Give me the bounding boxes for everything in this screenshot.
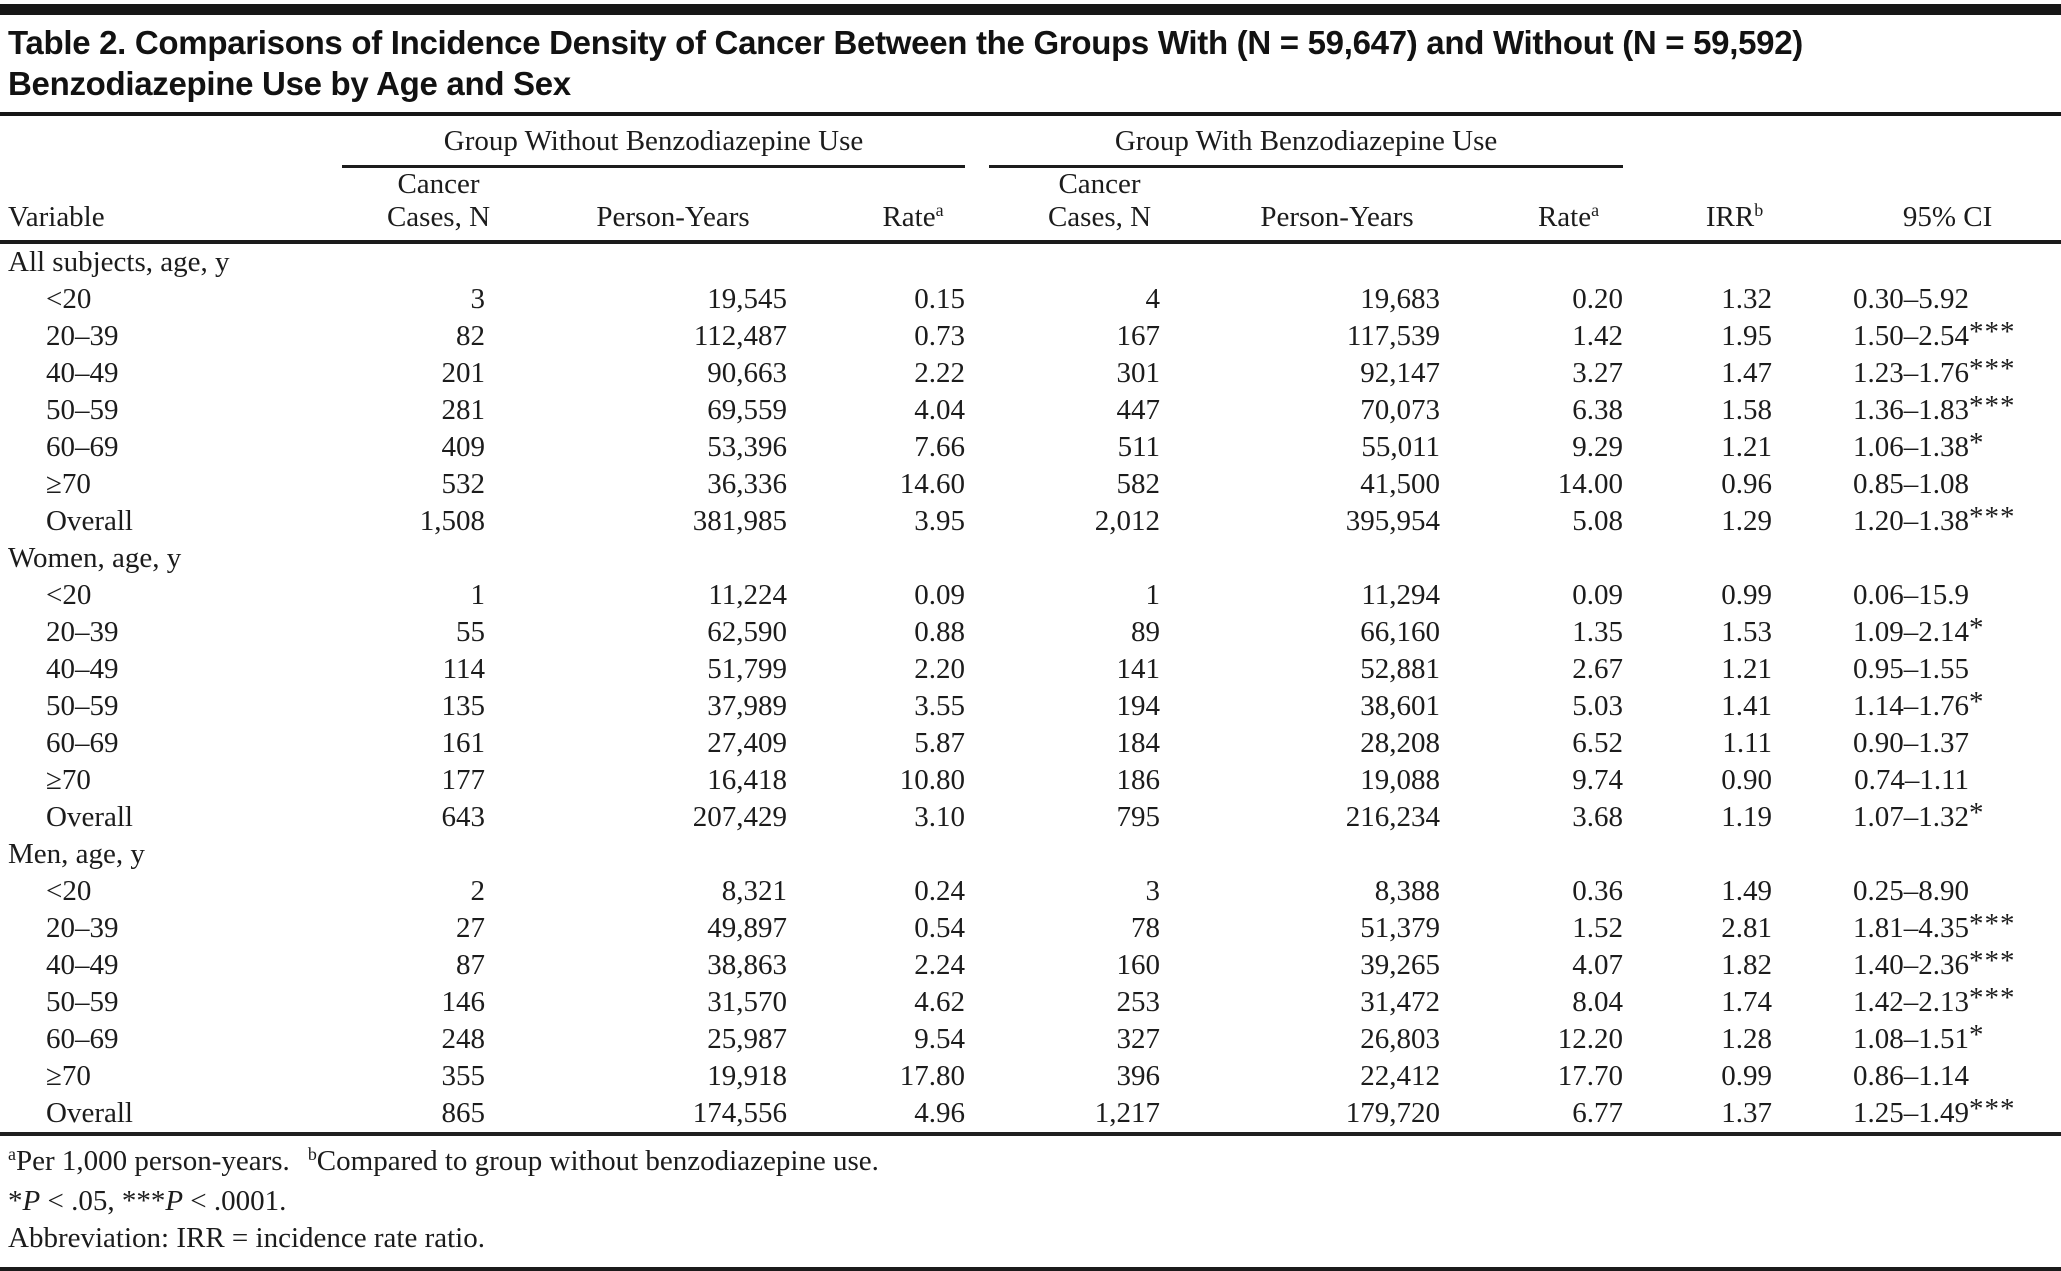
ci-value: 0.25–8.90 [1853,875,1970,907]
cases-with-cell: 78 [1131,912,1161,944]
person-years-without-cell: 90,663 [707,357,787,389]
table-row [0,429,2061,466]
person-years-with-cell: 117,539 [1346,320,1441,352]
bottom-rule [0,1267,2061,1271]
cases-without-cell: 2 [470,875,485,907]
ci-cell: 1.08–1.51* [1853,1018,1985,1055]
person-years-without-cell: 25,987 [707,1023,787,1055]
group-with-label: Group With Benzodiazepine Use [989,121,1623,168]
ci-value: 0.85–1.08 [1853,468,1970,500]
rate-without-cell: 9.54 [914,1023,966,1055]
footnote-significance [8,1183,2053,1220]
cases-without-cell: 177 [441,764,485,796]
irr-cell: 1.28 [1721,1023,1773,1055]
table-row [0,873,2061,910]
variable-cell: <20 [46,875,92,907]
person-years-with-cell: 22,412 [1360,1060,1441,1092]
table-row [0,1095,2061,1132]
rate-without-cell: 3.55 [914,690,966,722]
person-years-with-cell: 28,208 [1360,727,1441,759]
footnote-rate-definitions [8,1143,2053,1183]
ci-value: 0.90–1.37 [1853,727,1970,759]
rate-without-cell: 2.24 [914,949,966,981]
cases-with-cell: 582 [1116,468,1161,500]
variable-cell: 20–39 [46,320,119,352]
group-spanner-row [0,116,2061,168]
rate-with-cell: 3.27 [1572,357,1624,389]
variable-cell: ≥70 [46,764,91,796]
rate-without-cell: 4.96 [914,1097,966,1129]
ci-cell: 1.20–1.38*** [1853,500,2016,537]
person-years-without-cell: 69,559 [707,394,787,426]
variable-cell: <20 [46,283,92,315]
section-label: Men, age, y [8,838,145,870]
p-italic: P [22,1185,41,1217]
ci-value: 0.30–5.92 [1853,283,1970,315]
triple-star: *** [121,1185,166,1217]
person-years-with-cell: 38,601 [1360,690,1441,722]
rate-without-cell: 2.22 [914,357,966,389]
person-years-without-cell: 62,590 [707,616,787,648]
table-row [0,1058,2061,1095]
cases-with-cell: 301 [1116,357,1161,389]
rate-with-cell: 8.04 [1572,986,1624,1018]
rate-without-cell: 3.95 [914,505,966,537]
col-cases-without: Cancer Cases, N [386,168,491,233]
ci-cell [1784,466,2061,503]
variable-cell: ≥70 [46,468,91,500]
cases-without-cell: 82 [456,320,485,352]
ci-value: 0.95–1.55 [1853,653,1970,685]
rate-with-cell: 14.00 [1557,468,1624,500]
ci-value: 1.07–1.32 [1853,801,1970,833]
rate-with-cell: 5.08 [1572,505,1624,537]
rate-with-cell: 17.70 [1557,1060,1624,1092]
rate-label: Rate [1537,201,1592,233]
ci-value: 1.25–1.49 [1853,1097,1970,1129]
irr-cell: 1.82 [1721,949,1773,981]
incidence-table [0,116,2061,1132]
ci-value: 1.06–1.38 [1853,431,1970,463]
variable-cell: 40–49 [46,949,119,981]
rate-with-cell: 0.09 [1572,579,1624,611]
variable-cell: 50–59 [46,394,119,426]
irr-cell: 0.99 [1721,1060,1773,1092]
person-years-without-cell: 38,863 [707,949,787,981]
irr-cell: 1.47 [1721,357,1773,389]
ci-cell: 1.23–1.76*** [1853,352,2016,389]
irr-cell: 1.95 [1721,320,1773,352]
table-row [0,281,2061,318]
sig-threshold-1: < .05, [40,1185,122,1217]
cases-with-cell: 511 [1117,431,1161,463]
variable-cell: 50–59 [46,986,119,1018]
irr-cell: 1.74 [1721,986,1773,1018]
person-years-with-cell: 55,011 [1361,431,1441,463]
cases-without-cell: 1 [470,579,485,611]
variable-cell: 60–69 [46,727,119,759]
spanner-spacer-right [1635,116,2061,168]
person-years-with-cell: 31,472 [1360,986,1441,1018]
rate-without-cell: 0.88 [914,616,966,648]
cases-with-cell: 1,217 [1094,1097,1161,1129]
variable-cell: Overall [46,505,133,537]
col-cases-with: Cancer Cases, N [1047,168,1152,233]
cases-without-cell: 135 [441,690,485,722]
rate-without-cell: 5.87 [914,727,966,759]
rate-without-cell: 7.66 [914,431,966,463]
table-title [0,15,2061,112]
irr-cell: 1.49 [1721,875,1773,907]
rate-with-cell: 4.07 [1572,949,1624,981]
person-years-with-cell: 19,088 [1360,764,1441,796]
person-years-without-cell: 27,409 [707,727,787,759]
group-with-header [977,116,1635,168]
ci-cell: 1.07–1.32* [1853,796,1985,833]
variable-cell: 20–39 [46,912,119,944]
rate-without-cell: 4.04 [914,394,966,426]
person-years-with-cell: 26,803 [1360,1023,1441,1055]
cases-without-cell: 1,508 [419,505,485,537]
ci-cell: 1.42–2.13*** [1853,981,2016,1018]
table-row [0,466,2061,503]
rate-with-cell: 1.42 [1572,320,1624,352]
ci-value: 0.86–1.14 [1853,1060,1970,1092]
cases-without-cell: 27 [456,912,485,944]
irr-cell: 1.32 [1721,283,1773,315]
rate-with-cell: 6.38 [1572,394,1624,426]
ci-cell: 1.06–1.38* [1853,426,1985,463]
rate-with-cell: 0.36 [1572,875,1624,907]
ci-cell [1784,281,2061,318]
cases-without-cell: 248 [441,1023,485,1055]
section-header-row [0,836,2061,873]
ci-cell [1784,651,2061,688]
ci-cell [1784,873,2061,910]
person-years-with-cell: 39,265 [1360,949,1441,981]
rate-without-cell: 0.54 [914,912,966,944]
ci-cell: 1.09–2.14* [1853,611,1985,648]
table-row [0,725,2061,762]
cases-with-cell: 167 [1116,320,1161,352]
cases-without-cell: 146 [441,986,485,1018]
column-header-row [0,168,2061,242]
cases-with-cell: 160 [1116,949,1161,981]
table-title-line1: Table 2. Comparisons of Incidence Density of Cancer Between the Groups With (N = 59,647) and Without (N = 59,592) [8,24,1803,61]
ci-cell [1784,725,2061,762]
person-years-with-cell: 70,073 [1360,394,1441,426]
person-years-with-cell: 19,683 [1360,283,1441,315]
table-row [0,318,2061,355]
table-title-line2: Benzodiazepine Use by Age and Sex [8,65,571,102]
rate-with-cell: 1.52 [1572,912,1624,944]
rate-without-cell: 3.10 [914,801,966,833]
irr-cell: 2.81 [1721,912,1773,944]
person-years-without-cell: 207,429 [692,801,787,833]
rate-without-cell: 0.09 [914,579,966,611]
footnotes [0,1136,2061,1257]
person-years-with-cell: 8,388 [1374,875,1441,907]
sig-threshold-2: < .0001. [183,1185,287,1217]
table-row [0,503,2061,540]
cases-without-cell: 201 [441,357,485,389]
cases-with-cell: 4 [1145,283,1161,315]
variable-cell: 40–49 [46,653,119,685]
person-years-with-cell: 179,720 [1345,1097,1441,1129]
variable-cell: 40–49 [46,357,119,389]
person-years-without-cell: 8,321 [721,875,787,907]
person-years-without-cell: 49,897 [707,912,787,944]
cases-with-cell: 396 [1116,1060,1161,1092]
rate-footnote-marker: a [935,200,944,221]
col-person-years-with: Person-Years [1260,201,1414,233]
person-years-without-cell: 112,487 [693,320,787,352]
cases-with-cell: 327 [1116,1023,1161,1055]
ci-value: 0.74–1.11 [1854,764,1970,796]
cases-without-cell: 281 [441,394,485,426]
irr-footnote-marker: b [1754,200,1764,221]
cases-with-cell: 795 [1116,801,1161,833]
table-header [0,116,2061,242]
footnote-abbreviation: Abbreviation: IRR = incidence rate ratio. [8,1222,485,1254]
p-italic: P [165,1185,184,1217]
ci-value: 1.50–2.54 [1853,320,1970,352]
person-years-with-cell: 41,500 [1360,468,1441,500]
col-ci: 95% CI [1902,201,1993,233]
ci-value: 1.08–1.51 [1853,1023,1970,1055]
rate-with-cell: 6.77 [1572,1097,1624,1129]
irr-cell: 1.41 [1721,690,1773,722]
person-years-with-cell: 216,234 [1345,801,1441,833]
variable-cell: <20 [46,579,92,611]
cases-without-cell: 355 [441,1060,485,1092]
person-years-without-cell: 53,396 [707,431,787,463]
person-years-without-cell: 31,570 [707,986,787,1018]
rate-without-cell: 17.80 [899,1060,966,1092]
rate-with-cell: 0.20 [1572,283,1624,315]
irr-cell: 1.21 [1721,431,1773,463]
ci-value: 1.36–1.83 [1853,394,1970,426]
ci-cell [1784,1058,2061,1095]
irr-cell: 0.90 [1721,764,1773,796]
rate-footnote-marker: a [1591,200,1600,221]
ci-cell: 1.40–2.36*** [1853,944,2016,981]
table-row [0,688,2061,725]
rate-without-cell: 4.62 [914,986,966,1018]
table-row [0,577,2061,614]
rate-without-cell: 0.15 [914,283,966,315]
col-person-years-without: Person-Years [596,201,750,233]
rate-with-cell: 9.29 [1572,431,1624,463]
variable-cell: 50–59 [46,690,119,722]
section-label: All subjects, age, y [8,246,230,278]
person-years-without-cell: 11,224 [708,579,787,611]
rate-without-cell: 0.24 [914,875,966,907]
variable-cell: 60–69 [46,1023,119,1055]
table-row [0,1021,2061,1058]
cases-with-cell: 253 [1116,986,1161,1018]
person-years-without-cell: 51,799 [707,653,787,685]
cases-with-cell: 89 [1131,616,1161,648]
ci-cell: 1.14–1.76* [1853,685,1985,722]
irr-cell: 1.19 [1721,801,1773,833]
ci-value: 1.20–1.38 [1853,505,1970,537]
irr-label: IRR [1705,201,1755,233]
cases-without-cell: 114 [442,653,485,685]
section-header-row [0,540,2061,577]
rate-without-cell: 0.73 [914,320,966,352]
irr-cell: 1.53 [1721,616,1773,648]
cases-without-cell: 55 [456,616,485,648]
person-years-with-cell: 51,379 [1360,912,1441,944]
table-row [0,651,2061,688]
rate-with-cell: 1.35 [1572,616,1624,648]
cases-with-cell: 447 [1116,394,1161,426]
top-rule [0,4,2061,15]
single-star: * [8,1185,23,1217]
ci-cell: 1.36–1.83*** [1853,389,2016,426]
group-without-label: Group Without Benzodiazepine Use [342,121,965,168]
cases-without-cell: 161 [441,727,485,759]
footnote-a-marker: a [8,1144,16,1165]
variable-cell: Overall [46,1097,133,1129]
ci-cell [1784,577,2061,614]
ci-value: 1.14–1.76 [1853,690,1970,722]
rate-label: Rate [882,201,936,233]
person-years-without-cell: 174,556 [692,1097,787,1129]
person-years-without-cell: 19,918 [707,1060,787,1092]
rate-without-cell: 14.60 [899,468,966,500]
irr-cell: 1.37 [1721,1097,1773,1129]
table-row [0,910,2061,947]
cases-with-cell: 186 [1116,764,1161,796]
table-row [0,392,2061,429]
rate-with-cell: 9.74 [1572,764,1624,796]
col-irr [1635,168,1784,242]
cases-with-cell: 1 [1145,579,1161,611]
ci-cell: 1.81–4.35*** [1853,907,2016,944]
cases-without-cell: 3 [470,283,485,315]
cases-without-cell: 532 [441,468,485,500]
person-years-without-cell: 381,985 [692,505,787,537]
ci-value: 1.81–4.35 [1853,912,1970,944]
cases-with-cell: 184 [1116,727,1161,759]
person-years-without-cell: 16,418 [707,764,787,796]
irr-cell: 1.11 [1722,727,1773,759]
rate-with-cell: 2.67 [1572,653,1624,685]
ci-value: 1.09–2.14 [1853,616,1970,648]
cases-without-cell: 87 [456,949,485,981]
ci-value: 1.42–2.13 [1853,986,1970,1018]
ci-value: 1.23–1.76 [1853,357,1970,389]
variable-cell: 60–69 [46,431,119,463]
ci-cell: 1.50–2.54*** [1853,315,2016,352]
table-row [0,984,2061,1021]
irr-cell: 1.21 [1721,653,1773,685]
rate-with-cell: 6.52 [1572,727,1624,759]
ci-cell [1784,762,2061,799]
irr-cell: 0.96 [1721,468,1773,500]
cases-without-cell: 643 [441,801,485,833]
footnote-b-marker: b [307,1144,317,1165]
person-years-with-cell: 52,881 [1360,653,1441,685]
cases-without-cell: 865 [441,1097,485,1129]
footnote-a-text: Per 1,000 person-years. [15,1145,290,1177]
section-header-row [0,242,2061,281]
irr-cell: 1.58 [1721,394,1773,426]
ci-cell: 1.25–1.49*** [1853,1092,2016,1129]
person-years-without-cell: 36,336 [707,468,787,500]
cases-with-cell: 3 [1145,875,1161,907]
person-years-with-cell: 92,147 [1360,357,1441,389]
rate-without-cell: 2.20 [914,653,966,685]
group-without-header [330,116,977,168]
cases-with-cell: 2,012 [1094,505,1161,537]
table-row [0,762,2061,799]
footnote-b-text: Compared to group without benzodiazepine use. [316,1145,879,1177]
person-years-with-cell: 66,160 [1360,616,1441,648]
table-row [0,355,2061,392]
rate-without-cell: 10.80 [899,764,966,796]
rate-with-cell: 5.03 [1572,690,1624,722]
person-years-with-cell: 11,294 [1361,579,1441,611]
table-body [0,242,2061,1132]
variable-cell: Overall [46,801,133,833]
table-row [0,614,2061,651]
cases-with-cell: 194 [1116,690,1161,722]
col-variable: Variable [8,201,105,233]
person-years-with-cell: 395,954 [1345,505,1441,537]
cases-without-cell: 409 [441,431,485,463]
irr-cell: 0.99 [1721,579,1773,611]
ci-value: 1.40–2.36 [1853,949,1970,981]
variable-cell: ≥70 [46,1060,91,1092]
col-rate-with [1452,168,1635,242]
irr-cell: 1.29 [1721,505,1773,537]
ci-value: 0.06–15.9 [1853,579,1970,611]
col-rate-without [799,168,977,242]
section-label: Women, age, y [8,542,182,574]
person-years-without-cell: 19,545 [707,283,787,315]
spanner-spacer [0,116,330,168]
cases-with-cell: 141 [1116,653,1161,685]
rate-with-cell: 3.68 [1572,801,1624,833]
rate-with-cell: 12.20 [1557,1023,1624,1055]
variable-cell: 20–39 [46,616,119,648]
table-row [0,799,2061,836]
person-years-without-cell: 37,989 [707,690,787,722]
table-row [0,947,2061,984]
